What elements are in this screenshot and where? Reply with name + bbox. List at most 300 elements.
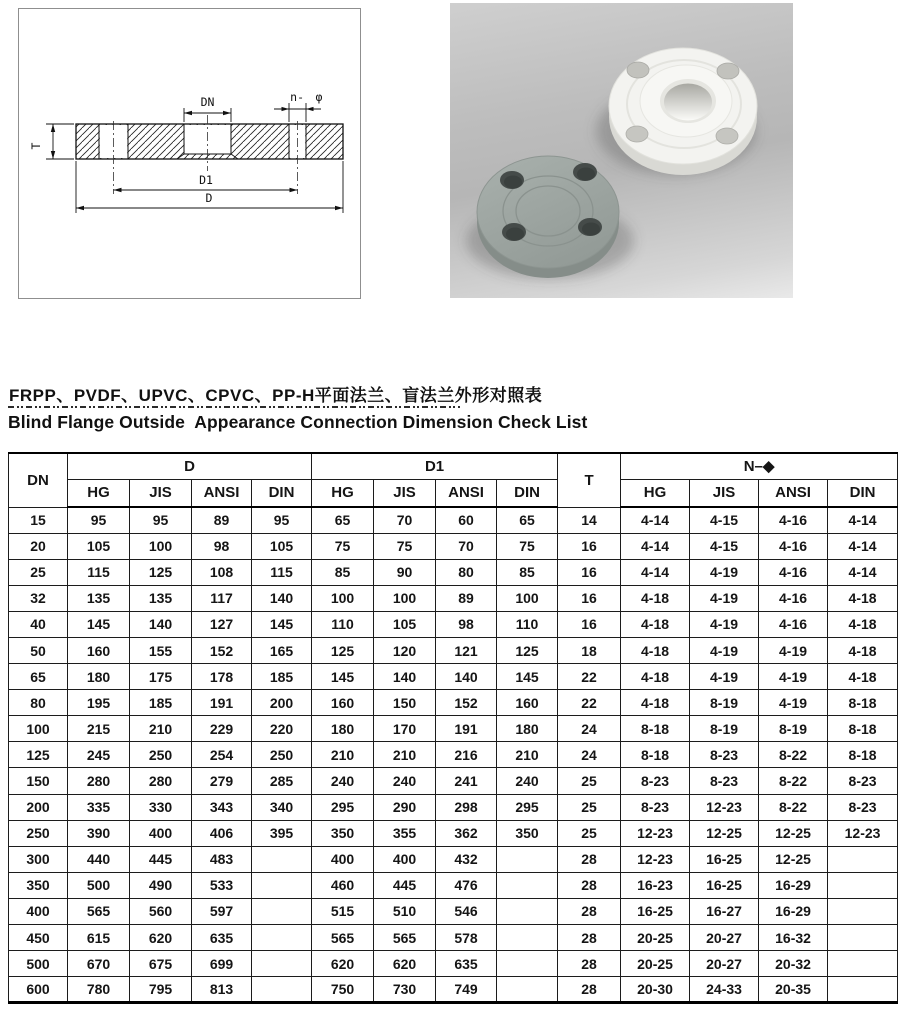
table-row: [9, 977, 898, 1003]
table-cell: 749: [436, 977, 497, 1003]
table-cell: 8-22: [759, 742, 828, 768]
table-cell: 295: [312, 794, 374, 820]
table-cell: 355: [374, 820, 436, 846]
table-cell: [497, 898, 558, 924]
table-cell: 80: [9, 690, 68, 716]
table-cell: 135: [130, 585, 192, 611]
table-cell: 100: [130, 533, 192, 559]
table-cell: 295: [497, 794, 558, 820]
table-cell: 400: [312, 846, 374, 872]
table-cell: 14: [558, 507, 621, 533]
header-d1-group: D1: [312, 453, 558, 479]
table-cell: 135: [68, 585, 130, 611]
table-cell: 350: [312, 820, 374, 846]
table-cell: 22: [558, 690, 621, 716]
table-cell: 8-18: [828, 742, 898, 768]
table-cell: 340: [252, 794, 312, 820]
table-cell: 16: [558, 611, 621, 637]
header-n-din: DIN: [828, 479, 898, 507]
table-cell: 100: [9, 716, 68, 742]
table-cell: 250: [9, 820, 68, 846]
header-n-jis: JIS: [690, 479, 759, 507]
table-cell: 25: [558, 794, 621, 820]
table-cell: 8-23: [828, 794, 898, 820]
table-cell: 28: [558, 846, 621, 872]
table-cell: 4-14: [621, 507, 690, 533]
table-cell: 28: [558, 925, 621, 951]
table-cell: [252, 977, 312, 1003]
table-cell: 500: [68, 872, 130, 898]
table-cell: 25: [558, 768, 621, 794]
table-cell: 16-32: [759, 925, 828, 951]
table-cell: 200: [252, 690, 312, 716]
table-cell: 185: [130, 690, 192, 716]
header-d-din: DIN: [252, 479, 312, 507]
table-cell: 191: [436, 716, 497, 742]
table-cell: 4-16: [759, 507, 828, 533]
table-cell: 90: [374, 559, 436, 585]
table-cell: 75: [312, 533, 374, 559]
table-cell: 8-18: [828, 690, 898, 716]
table-cell: 16-27: [690, 898, 759, 924]
table-cell: 100: [312, 585, 374, 611]
table-cell: 330: [130, 794, 192, 820]
table-cell: 16: [558, 533, 621, 559]
table-cell: 16: [558, 559, 621, 585]
table-cell: 160: [312, 690, 374, 716]
table-cell: 362: [436, 820, 497, 846]
table-cell: 24: [558, 716, 621, 742]
header-d1-din: DIN: [497, 479, 558, 507]
table-row: [9, 794, 898, 820]
table-cell: 215: [68, 716, 130, 742]
table-cell: [252, 925, 312, 951]
table-row: [9, 611, 898, 637]
table-cell: 578: [436, 925, 497, 951]
table-cell: 483: [192, 846, 252, 872]
table-cell: 4-19: [690, 637, 759, 663]
table-cell: 445: [130, 846, 192, 872]
table-cell: [497, 951, 558, 977]
table-cell: 178: [192, 664, 252, 690]
table-cell: 750: [312, 977, 374, 1003]
table-cell: 98: [192, 533, 252, 559]
table-cell: 400: [9, 898, 68, 924]
header-d-jis: JIS: [130, 479, 192, 507]
table-cell: 440: [68, 846, 130, 872]
table-cell: 4-16: [759, 533, 828, 559]
table-cell: 4-18: [621, 637, 690, 663]
header-d-hg: HG: [68, 479, 130, 507]
dimension-d-label: D: [205, 191, 213, 205]
table-cell: 280: [68, 768, 130, 794]
table-row: [9, 872, 898, 898]
table-cell: 565: [374, 925, 436, 951]
table-cell: 298: [436, 794, 497, 820]
table-cell: 4-14: [621, 533, 690, 559]
table-cell: 20-27: [690, 925, 759, 951]
table-cell: 290: [374, 794, 436, 820]
header-d1-jis: JIS: [374, 479, 436, 507]
table-cell: 635: [192, 925, 252, 951]
table-cell: 400: [374, 846, 436, 872]
table-cell: [252, 872, 312, 898]
table-cell: 4-19: [690, 585, 759, 611]
table-cell: 8-23: [621, 768, 690, 794]
table-cell: 8-18: [621, 742, 690, 768]
table-cell: 4-18: [621, 585, 690, 611]
table-cell: 16-25: [690, 846, 759, 872]
table-cell: 195: [68, 690, 130, 716]
table-cell: 390: [68, 820, 130, 846]
table-cell: 75: [497, 533, 558, 559]
table-cell: 8-23: [828, 768, 898, 794]
title-chinese: FRPP、PVDF、UPVC、CPVC、PP-H平面法兰、盲法兰外形对照表: [9, 386, 543, 405]
table-cell: 60: [436, 507, 497, 533]
table-cell: 85: [312, 559, 374, 585]
table-cell: 12-23: [828, 820, 898, 846]
table-row: [9, 768, 898, 794]
header-d-ansi: ANSI: [192, 479, 252, 507]
table-cell: 8-23: [690, 742, 759, 768]
table-cell: 546: [436, 898, 497, 924]
table-cell: 300: [9, 846, 68, 872]
table-cell: 145: [252, 611, 312, 637]
table-cell: 50: [9, 637, 68, 663]
table-cell: 16-25: [690, 872, 759, 898]
table-cell: 4-18: [828, 664, 898, 690]
table-cell: 8-22: [759, 794, 828, 820]
table-cell: 175: [130, 664, 192, 690]
table-cell: 4-19: [759, 664, 828, 690]
table-cell: 117: [192, 585, 252, 611]
table-cell: 8-18: [828, 716, 898, 742]
table-cell: 565: [68, 898, 130, 924]
table-cell: 120: [374, 637, 436, 663]
white-flange-center-hole: [664, 84, 712, 121]
table-cell: 400: [130, 820, 192, 846]
table-cell: 210: [497, 742, 558, 768]
table-cell: 16-23: [621, 872, 690, 898]
table-cell: 140: [252, 585, 312, 611]
table-cell: 8-22: [759, 768, 828, 794]
header-n-hg: HG: [621, 479, 690, 507]
table-cell: 160: [68, 637, 130, 663]
table-cell: 335: [68, 794, 130, 820]
table-cell: 160: [497, 690, 558, 716]
table-cell: 25: [9, 559, 68, 585]
table-cell: [252, 898, 312, 924]
table-row: [9, 533, 898, 559]
table-cell: 152: [192, 637, 252, 663]
table-cell: 125: [312, 637, 374, 663]
table-body: [9, 507, 898, 1003]
table-cell: 20-32: [759, 951, 828, 977]
table-cell: 20-25: [621, 925, 690, 951]
table-cell: 65: [9, 664, 68, 690]
table-cell: 210: [374, 742, 436, 768]
table-cell: 140: [130, 611, 192, 637]
table-cell: 245: [68, 742, 130, 768]
table-cell: 560: [130, 898, 192, 924]
table-cell: 100: [374, 585, 436, 611]
table-cell: 4-14: [828, 559, 898, 585]
flange-product-photo: [450, 3, 793, 298]
table-cell: 4-16: [759, 585, 828, 611]
table-cell: 4-18: [828, 637, 898, 663]
table-cell: 4-19: [690, 664, 759, 690]
table-cell: 279: [192, 768, 252, 794]
table-cell: 70: [436, 533, 497, 559]
table-cell: 85: [497, 559, 558, 585]
table-cell: 8-19: [690, 716, 759, 742]
table-cell: 145: [497, 664, 558, 690]
table-cell: [252, 951, 312, 977]
table-cell: 185: [252, 664, 312, 690]
table-row: [9, 637, 898, 663]
dimension-n-label: n-: [290, 90, 304, 104]
table-cell: 620: [312, 951, 374, 977]
table-cell: 4-18: [621, 690, 690, 716]
table-cell: 4-18: [621, 664, 690, 690]
header-d1-ansi: ANSI: [436, 479, 497, 507]
table-cell: 4-19: [759, 637, 828, 663]
table-cell: 32: [9, 585, 68, 611]
table-cell: 675: [130, 951, 192, 977]
table-cell: 406: [192, 820, 252, 846]
table-cell: 350: [9, 872, 68, 898]
table-cell: 4-18: [828, 585, 898, 611]
table-cell: 12-23: [690, 794, 759, 820]
table-header: [9, 453, 898, 507]
table-cell: 813: [192, 977, 252, 1003]
table-cell: 730: [374, 977, 436, 1003]
table-cell: 16-25: [621, 898, 690, 924]
table-cell: 4-14: [828, 533, 898, 559]
table-cell: [252, 846, 312, 872]
table-cell: 780: [68, 977, 130, 1003]
table-cell: 476: [436, 872, 497, 898]
table-cell: 28: [558, 898, 621, 924]
table-cell: 180: [497, 716, 558, 742]
table-cell: [828, 846, 898, 872]
table-cell: 12-23: [621, 820, 690, 846]
table-cell: 4-15: [690, 533, 759, 559]
table-cell: 4-16: [759, 559, 828, 585]
table-cell: 216: [436, 742, 497, 768]
table-cell: 18: [558, 637, 621, 663]
table-cell: 150: [9, 768, 68, 794]
table-cell: 240: [312, 768, 374, 794]
table-row: [9, 820, 898, 846]
table-cell: 28: [558, 977, 621, 1003]
dimension-table: [8, 452, 898, 1004]
table-cell: 140: [436, 664, 497, 690]
table-cell: [828, 925, 898, 951]
table-cell: 16-29: [759, 872, 828, 898]
table-cell: 4-19: [690, 611, 759, 637]
title-divider: [8, 406, 460, 408]
table-cell: 615: [68, 925, 130, 951]
table-cell: 152: [436, 690, 497, 716]
table-cell: 4-19: [759, 690, 828, 716]
table-cell: 200: [9, 794, 68, 820]
table-cell: 20-25: [621, 951, 690, 977]
table-cell: 95: [130, 507, 192, 533]
table-cell: 125: [130, 559, 192, 585]
header-n-ansi: ANSI: [759, 479, 828, 507]
table-cell: 500: [9, 951, 68, 977]
table-cell: [828, 872, 898, 898]
table-cell: 795: [130, 977, 192, 1003]
table-cell: [497, 872, 558, 898]
table-cell: 22: [558, 664, 621, 690]
table-cell: 250: [130, 742, 192, 768]
title-english: Blind Flange Outside Appearance Connection Dimension Check List: [8, 412, 588, 432]
table-cell: [497, 977, 558, 1003]
table-cell: 115: [68, 559, 130, 585]
table-cell: 75: [374, 533, 436, 559]
table-cell: 515: [312, 898, 374, 924]
flange-cross-section-svg: [19, 9, 360, 298]
table-row: [9, 664, 898, 690]
table-cell: 89: [436, 585, 497, 611]
header-t: T: [558, 453, 621, 507]
table-cell: 210: [130, 716, 192, 742]
table-cell: 4-15: [690, 507, 759, 533]
table-cell: 8-19: [759, 716, 828, 742]
table-cell: 40: [9, 611, 68, 637]
table-cell: 98: [436, 611, 497, 637]
table-cell: 620: [130, 925, 192, 951]
table-cell: 28: [558, 951, 621, 977]
table-cell: 180: [312, 716, 374, 742]
table-cell: 110: [312, 611, 374, 637]
table-row: [9, 951, 898, 977]
table-row: [9, 742, 898, 768]
table-cell: 140: [374, 664, 436, 690]
table-cell: 8-23: [621, 794, 690, 820]
table-cell: [828, 977, 898, 1003]
table-cell: 343: [192, 794, 252, 820]
table-cell: 145: [312, 664, 374, 690]
table-cell: 16-29: [759, 898, 828, 924]
table-cell: 80: [436, 559, 497, 585]
dimension-d1-label: D1: [199, 173, 213, 187]
table-cell: 229: [192, 716, 252, 742]
table-cell: 121: [436, 637, 497, 663]
table-cell: 70: [374, 507, 436, 533]
table-cell: 127: [192, 611, 252, 637]
table-cell: 115: [252, 559, 312, 585]
table-cell: 445: [374, 872, 436, 898]
table-cell: 432: [436, 846, 497, 872]
flange-technical-drawing: [18, 8, 361, 299]
table-cell: 165: [252, 637, 312, 663]
table-cell: 4-14: [828, 507, 898, 533]
table-cell: 105: [252, 533, 312, 559]
table-cell: 395: [252, 820, 312, 846]
table-cell: 28: [558, 872, 621, 898]
table-row: [9, 585, 898, 611]
table-cell: 20-27: [690, 951, 759, 977]
table-cell: 254: [192, 742, 252, 768]
header-n-group: N–◆: [621, 453, 898, 479]
table-cell: 597: [192, 898, 252, 924]
header-d-group: D: [68, 453, 312, 479]
table-cell: 4-16: [759, 611, 828, 637]
table-cell: 699: [192, 951, 252, 977]
header-d1-hg: HG: [312, 479, 374, 507]
table-cell: 4-14: [621, 559, 690, 585]
table-cell: 4-19: [690, 559, 759, 585]
table-cell: 105: [68, 533, 130, 559]
table-cell: 155: [130, 637, 192, 663]
gray-blind-flange: [466, 156, 634, 279]
table-cell: 150: [374, 690, 436, 716]
table-row: [9, 507, 898, 533]
flange-photo-svg: [450, 3, 793, 298]
table-cell: 250: [252, 742, 312, 768]
table-cell: 490: [130, 872, 192, 898]
table-cell: 125: [9, 742, 68, 768]
table-cell: 65: [497, 507, 558, 533]
table-row: [9, 559, 898, 585]
table-cell: [497, 846, 558, 872]
table-cell: 105: [374, 611, 436, 637]
table-cell: 12-25: [759, 820, 828, 846]
table-cell: 670: [68, 951, 130, 977]
table-cell: 4-18: [828, 611, 898, 637]
table-cell: 8-23: [690, 768, 759, 794]
table-cell: 8-18: [621, 716, 690, 742]
table-cell: 125: [497, 637, 558, 663]
table-row: [9, 898, 898, 924]
table-cell: 510: [374, 898, 436, 924]
table-row: [9, 690, 898, 716]
table-cell: 280: [130, 768, 192, 794]
table-cell: 89: [192, 507, 252, 533]
table-row: [9, 925, 898, 951]
table-cell: 240: [374, 768, 436, 794]
table-cell: [828, 951, 898, 977]
table-cell: 25: [558, 820, 621, 846]
table-cell: 240: [497, 768, 558, 794]
table-cell: 20-30: [621, 977, 690, 1003]
dimension-dn-label: DN: [200, 95, 215, 109]
table-cell: 285: [252, 768, 312, 794]
table-cell: 620: [374, 951, 436, 977]
table-cell: 20-35: [759, 977, 828, 1003]
table-cell: 24-33: [690, 977, 759, 1003]
table-row: [9, 716, 898, 742]
table-cell: 180: [68, 664, 130, 690]
table-cell: 20: [9, 533, 68, 559]
table-cell: 15: [9, 507, 68, 533]
table-cell: 635: [436, 951, 497, 977]
table-cell: [497, 925, 558, 951]
table-cell: 95: [252, 507, 312, 533]
table-cell: 16: [558, 585, 621, 611]
table-cell: 565: [312, 925, 374, 951]
table-cell: 108: [192, 559, 252, 585]
table-cell: 95: [68, 507, 130, 533]
table-cell: 460: [312, 872, 374, 898]
table-cell: 100: [497, 585, 558, 611]
table-cell: 533: [192, 872, 252, 898]
table-cell: [828, 898, 898, 924]
table-cell: 191: [192, 690, 252, 716]
